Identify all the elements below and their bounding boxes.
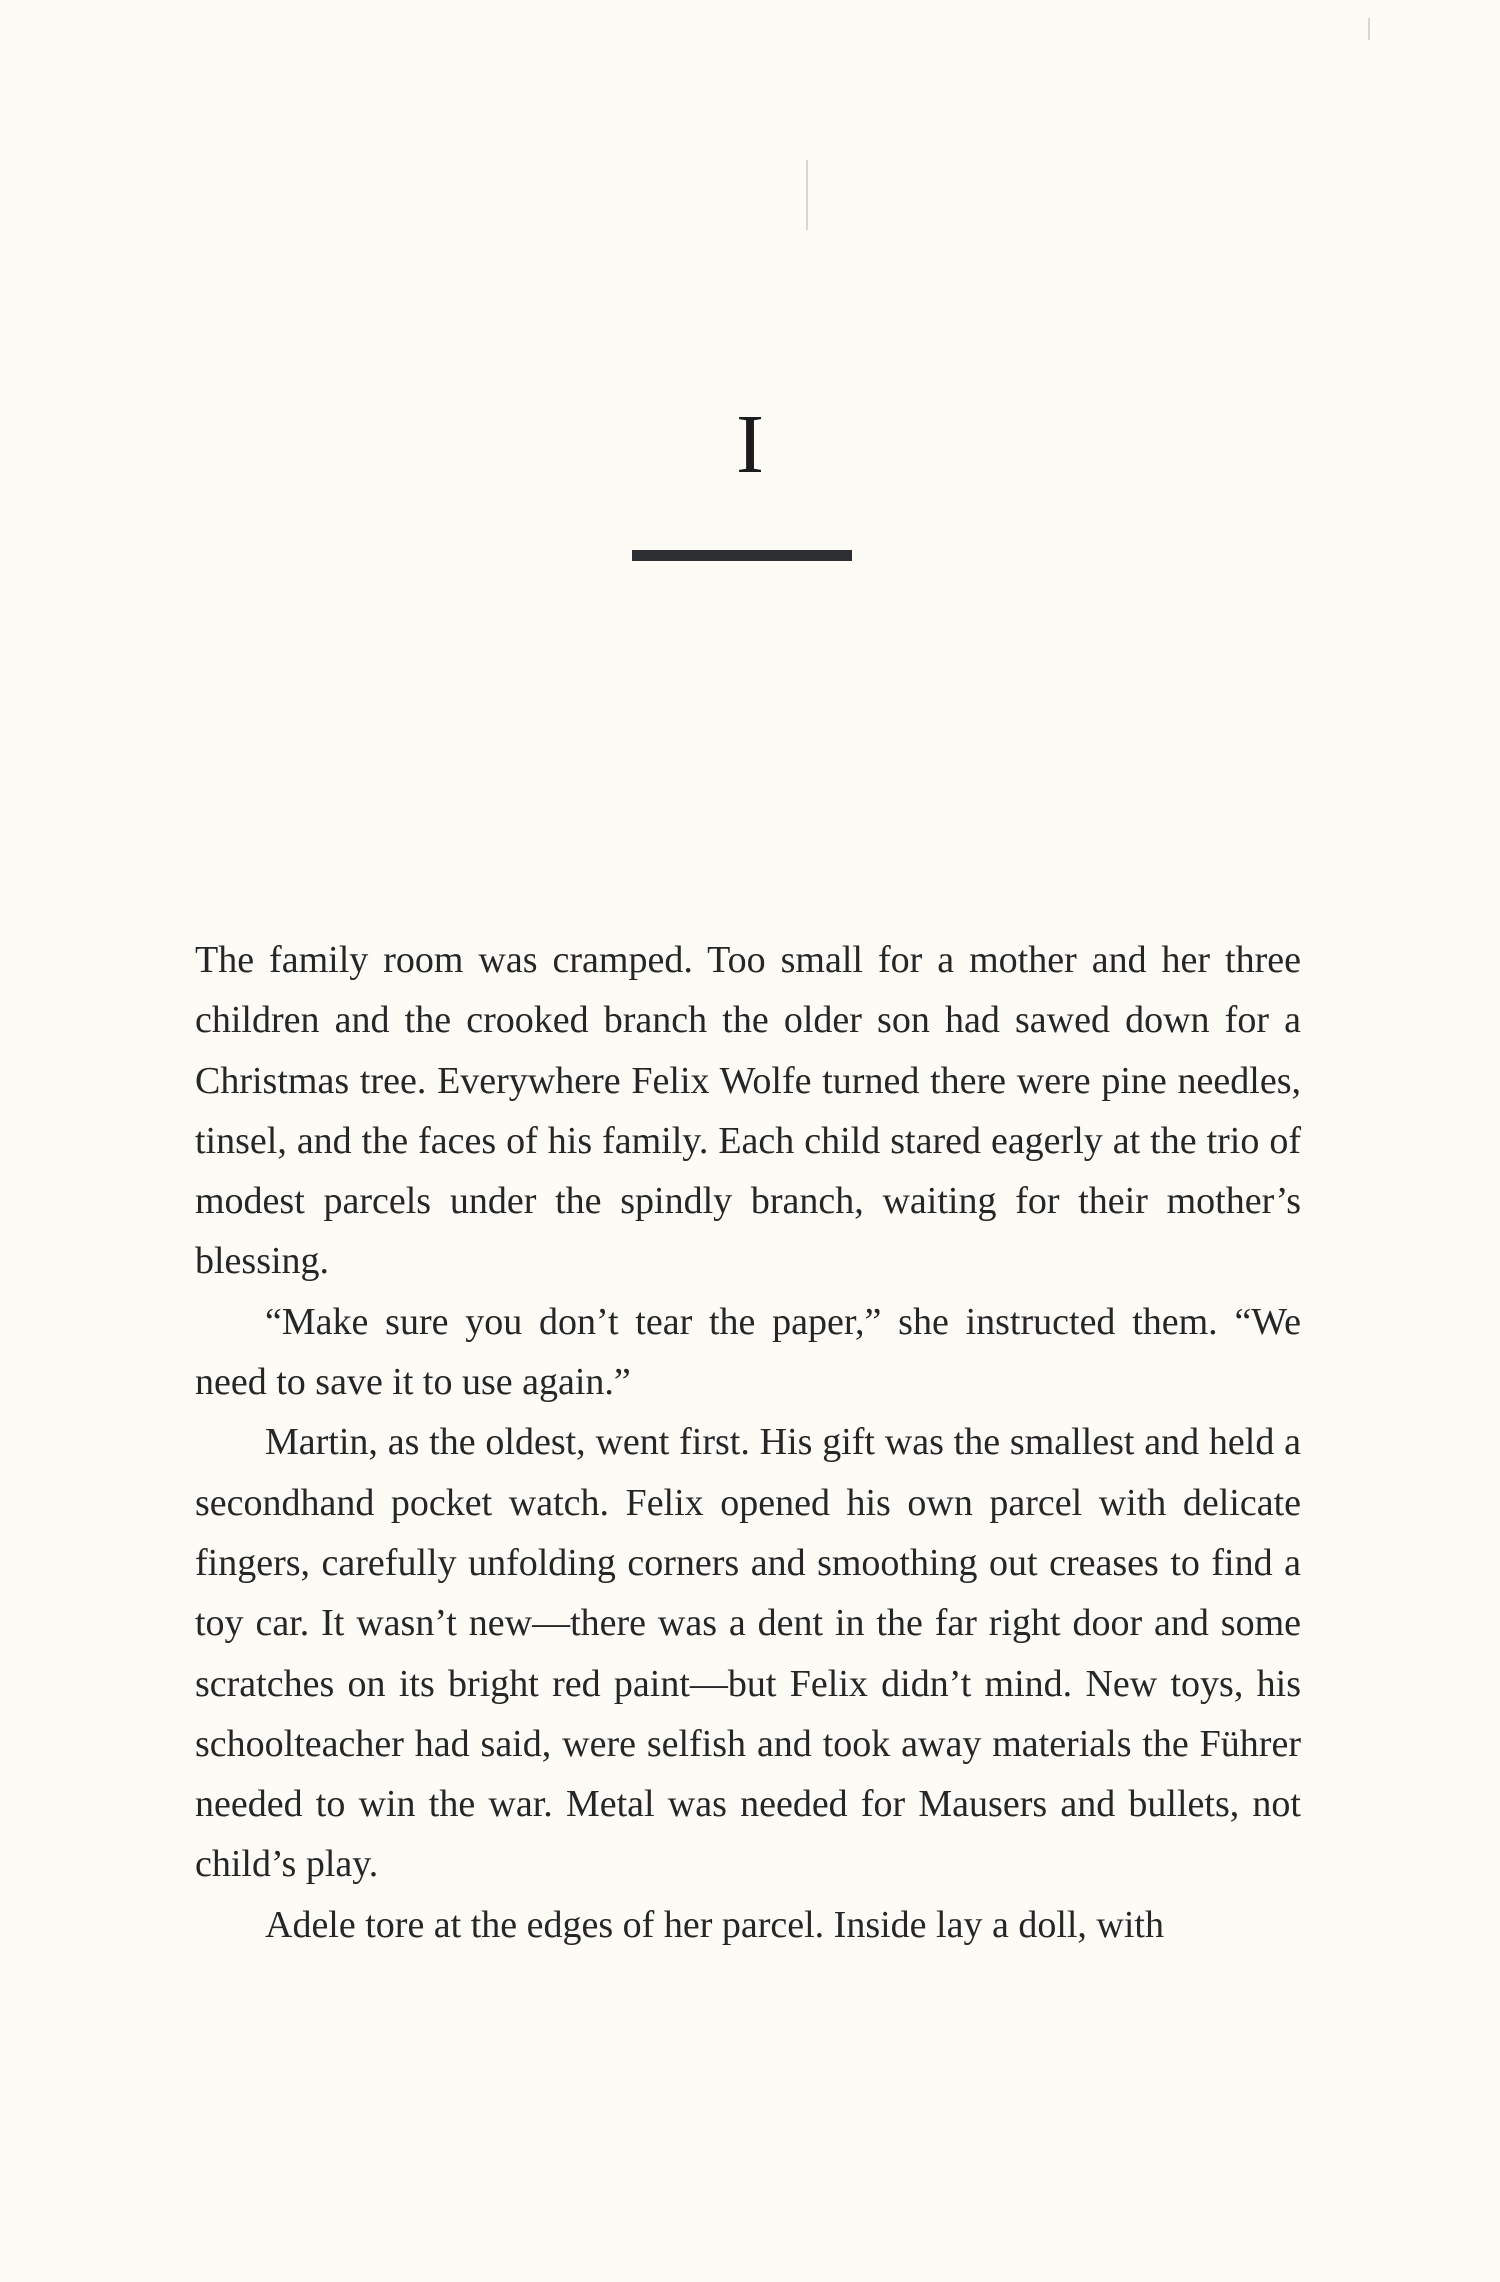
paragraph: The family room was cramped. Too small for a mother and her three children and the crooked branch the older son had sawed down for a Christmas tree. Everywhere Felix Wolfe turned there were pine needles, tinsel, and the faces of his family. Each child stared eagerly at the trio of modest parcels under the spindly branch, waiting for their mother’s blessing. [195, 939, 1301, 1283]
paper-speck [1368, 18, 1370, 40]
chapter-divider [632, 550, 852, 561]
paragraph: Martin, as the oldest, went first. His gift was the smallest and held a secondhand pocket watch. Felix opened his own parcel with delicate fingers, carefully unfolding corners and smoothing out creases to find a toy car. It wasn’t new—there was a dent in the far right door and some scratches on its bright red paint—but Felix didn’t mind. New toys, his schoolteacher had said, were selfish and took away materials the Führer needed to win the war. Metal was needed for Mausers and bullets, not child’s play. [195, 1421, 1301, 1886]
chapter-number: I [736, 398, 764, 491]
chapter-body [195, 930, 1301, 1955]
paragraph: Adele tore at the edges of her parcel. Inside lay a doll, with [265, 1903, 1164, 1946]
paragraph: “Make sure you don’t tear the paper,” she instructed them. “We need to save it to use again.” [195, 1300, 1301, 1404]
paper-speck [806, 160, 808, 230]
